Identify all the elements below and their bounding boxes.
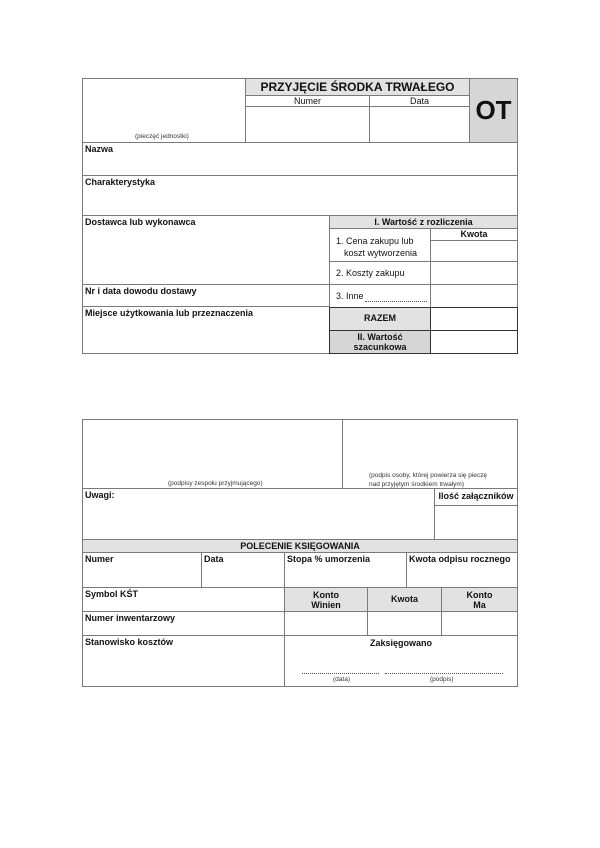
zaksiegowano-date-caption: (data) — [333, 676, 350, 683]
booking-numer-field[interactable] — [82, 552, 202, 588]
custodian-caption-line2: nad przyjętym środkiem trwałym) — [369, 481, 464, 488]
stopa-label: Stopa % umorzenia — [287, 554, 371, 564]
data-header: Data — [369, 95, 470, 107]
zaksiegowano-date-line[interactable] — [302, 668, 379, 674]
valuation-title: I. Wartość z rozliczenia — [329, 215, 518, 229]
numer-inwentarzowy-field[interactable] — [82, 611, 285, 636]
nr-data-dowodu-field[interactable] — [82, 284, 330, 307]
stanowisko-kosztow-field[interactable] — [82, 635, 285, 687]
nazwa-label: Nazwa — [85, 144, 114, 154]
booking-numer-label: Numer — [85, 554, 114, 564]
estimated-line1: II. Wartość — [357, 332, 403, 342]
stopa-field[interactable] — [284, 552, 407, 588]
valuation-item-3-input[interactable] — [365, 292, 427, 302]
form-title-text: PRZYJĘCIE ŚRODKA TRWAŁEGO — [260, 80, 455, 94]
symbol-kst-field[interactable] — [82, 587, 285, 612]
konto-ma-field[interactable] — [441, 611, 518, 636]
attachments-field[interactable] — [434, 505, 518, 540]
stamp-caption: (pieczęć jednostki) — [135, 133, 189, 140]
team-signature-box[interactable] — [82, 419, 343, 489]
booking-kwota-field[interactable] — [367, 611, 442, 636]
konto-winien-field[interactable] — [284, 611, 368, 636]
nazwa-field[interactable] — [82, 142, 518, 176]
valuation-amount-3[interactable] — [430, 284, 518, 308]
konto-winien-line2: Winien — [311, 600, 341, 610]
estimated-amount[interactable] — [430, 330, 518, 354]
dostawca-label: Dostawca lub wykonawca — [85, 217, 196, 227]
uwagi-label: Uwagi: — [85, 490, 115, 500]
kwota-odpisu-label: Kwota odpisu rocznego — [409, 554, 511, 564]
custodian-caption — [369, 471, 487, 489]
konto-ma-line2: Ma — [473, 600, 486, 610]
charakterystyka-label: Charakterystyka — [85, 177, 156, 187]
zaksiegowano-label: Zaksięgowano — [369, 638, 432, 648]
miejsce-label: Miejsce użytkowania lub przeznaczenia — [85, 308, 254, 318]
numer-inwentarzowy-label: Numer inwentarzowy — [85, 613, 176, 623]
miejsce-field[interactable] — [82, 306, 330, 354]
custodian-caption-line1: (podpis osoby, której powierza się pieczę — [369, 472, 488, 479]
uwagi-field[interactable] — [82, 488, 435, 540]
kwota-odpisu-field[interactable] — [406, 552, 518, 588]
nr-data-dowodu-label: Nr i data dowodu dostawy — [85, 286, 197, 296]
valuation-item-2 — [329, 261, 431, 285]
form-code-text: OT — [475, 95, 512, 125]
valuation-item-3-label: 3. Inne — [336, 291, 364, 301]
estimated-value-label — [329, 330, 431, 354]
konto-winien-header — [284, 587, 368, 612]
booking-data-label: Data — [204, 554, 224, 564]
team-signature-caption: (podpisy zespołu przyjmującego) — [168, 480, 263, 487]
valuation-item-1-line2: koszt wytworzenia — [344, 248, 418, 258]
data-field[interactable] — [369, 106, 470, 143]
booking-data-field[interactable] — [201, 552, 285, 588]
attachments-label: Ilość załączników — [434, 488, 518, 506]
konto-winien-line1: Konto — [313, 590, 339, 600]
zaksiegowano-signature-line[interactable] — [385, 668, 503, 674]
kwota-header: Kwota — [430, 228, 518, 241]
valuation-amount-1[interactable] — [430, 240, 518, 262]
form-title — [245, 78, 470, 96]
numer-field[interactable] — [245, 106, 370, 143]
zaksiegowano-box — [284, 635, 518, 687]
razem-label: RAZEM — [329, 307, 431, 331]
symbol-kst-label: Symbol KŚT — [85, 589, 139, 599]
charakterystyka-field[interactable] — [82, 175, 518, 216]
dostawca-field[interactable] — [82, 215, 330, 285]
konto-ma-header — [441, 587, 518, 612]
booking-title: POLECENIE KSIĘGOWANIA — [82, 539, 518, 553]
form-code — [469, 78, 518, 143]
valuation-item-1 — [329, 228, 431, 262]
numer-header: Numer — [245, 95, 370, 107]
zaksiegowano-signature-caption: (podpis) — [430, 676, 454, 683]
valuation-amount-2[interactable] — [430, 261, 518, 285]
valuation-item-1-line1: 1. Cena zakupu lub — [336, 236, 414, 246]
estimated-line2: szacunkowa — [353, 342, 407, 352]
stanowisko-kosztow-label: Stanowisko kosztów — [85, 637, 174, 647]
razem-amount[interactable] — [430, 307, 518, 331]
konto-ma-line1: Konto — [466, 590, 493, 600]
valuation-item-2-label: 2. Koszty zakupu — [336, 268, 405, 278]
booking-kwota-header: Kwota — [367, 587, 442, 612]
